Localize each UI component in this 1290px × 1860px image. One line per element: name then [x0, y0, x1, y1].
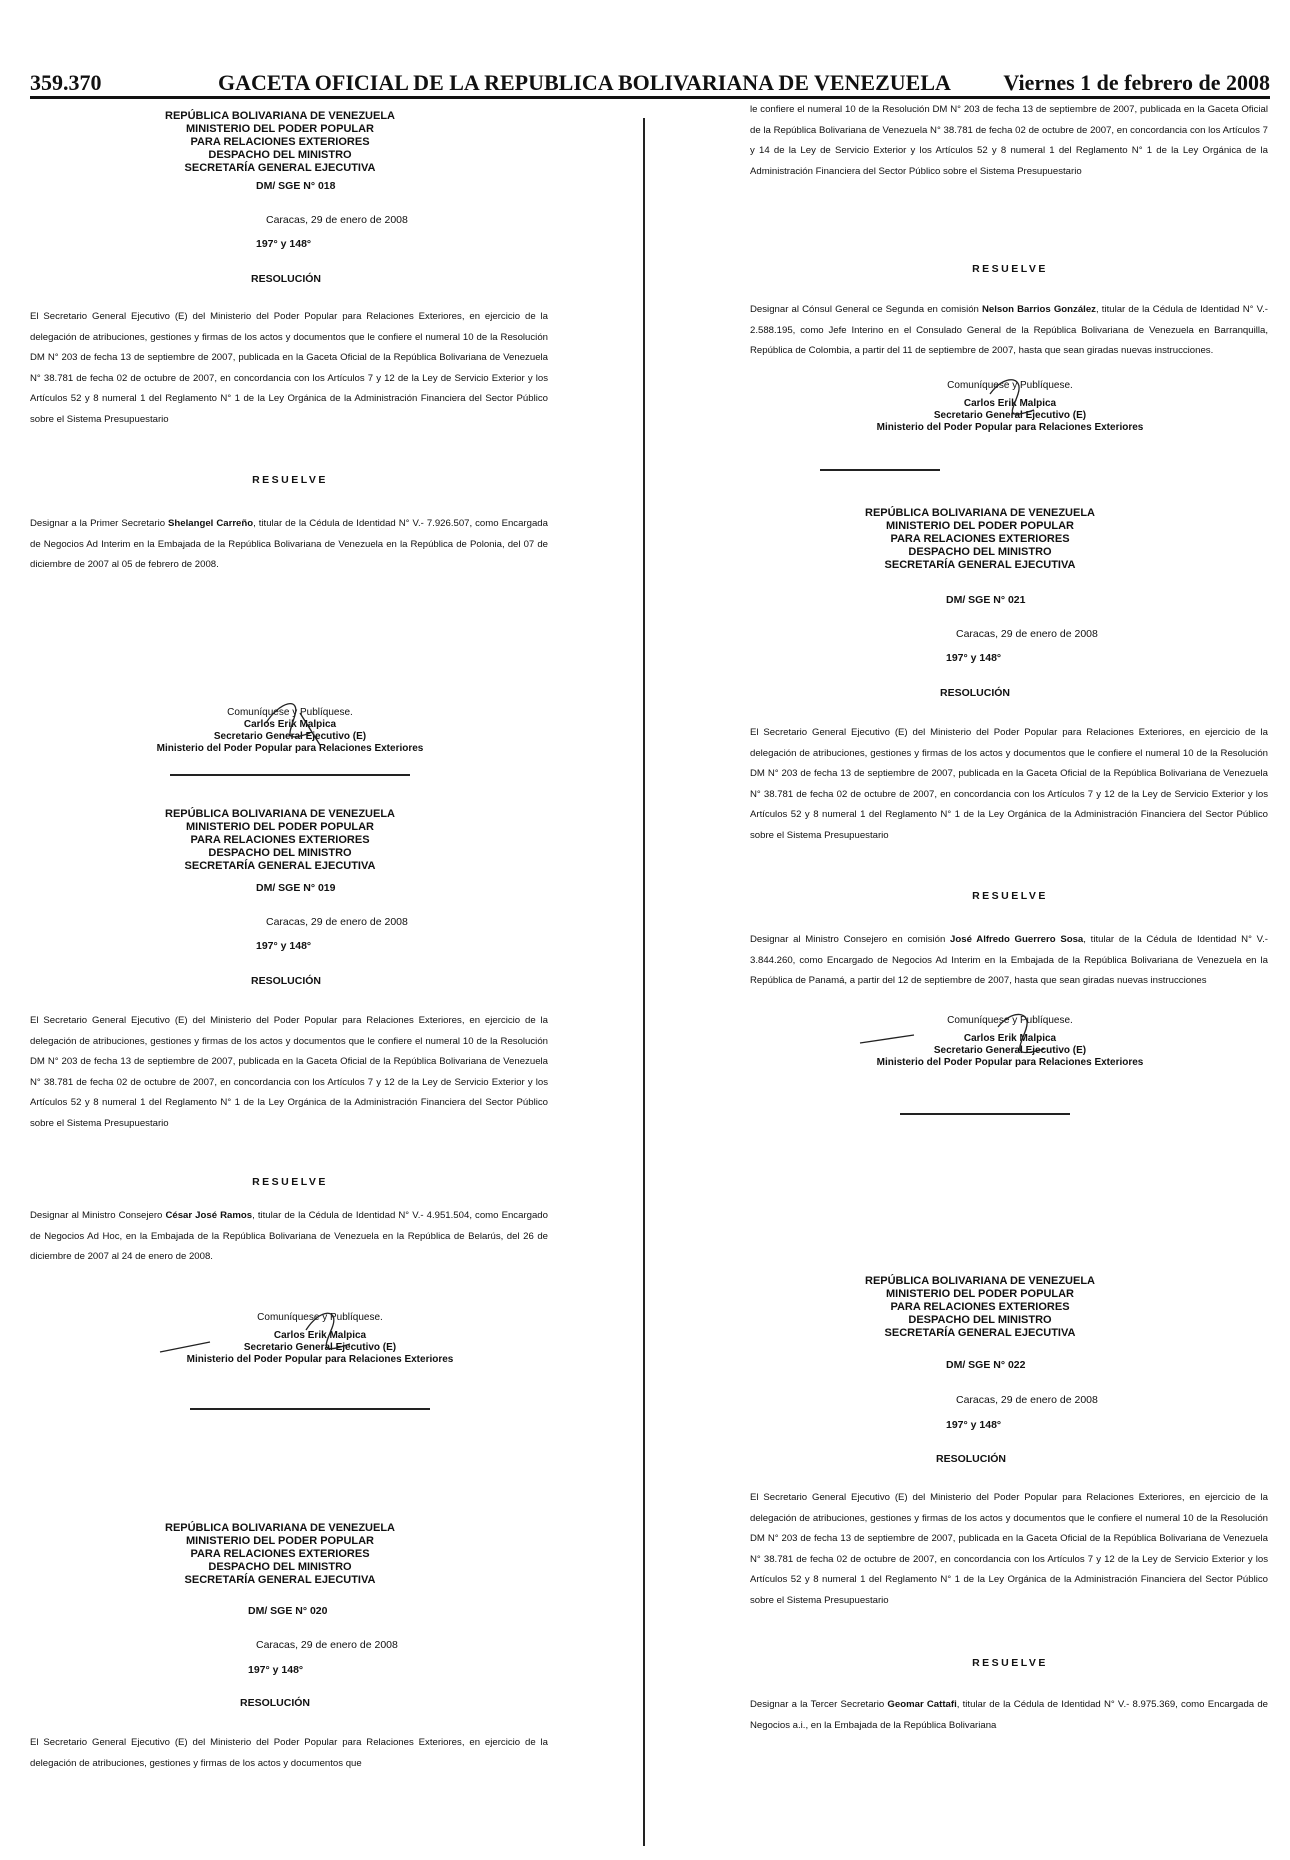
header-line: DESPACHO DEL MINISTRO — [208, 1561, 352, 1573]
resolution-number: DM/ SGE N° 018 — [256, 180, 336, 192]
designation-rest: , titular de la Cédula de Identidad N° V.- 3.844.260, como Encargado de Negocios Ad Interim en la Embajada de la República Bolivariana de Venezuela en la República de Panamá, a partir del 12 de septiembre de 2007, hasta que sean giradas nuevas instrucciones — [750, 934, 1269, 986]
signer-name: Carlos Erik Malpica — [963, 1033, 1057, 1044]
comuniquese: Comuníquese y Publíquese. — [257, 1312, 383, 1323]
signer-name: Carlos Erik Malpica — [273, 1330, 367, 1341]
handwritten-signature — [70, 693, 510, 753]
preamble: El Secretario General Ejecutivo (E) del Ministerio del Poder Popular para Relaciones Exteriores, en ejercicio de la delegación de atribuciones, gestiones y firmas de los actos y documentos que le confiere el numeral 10 de la Resolución DM N° 203 de fecha 13 de septiembre de 2007, publicada en la Gaceta Oficial de la República Bolivariana de Venezuela N° 38.781 de fecha 02 de octubre de 2007, en concordancia con los Artículos 7 y 12 de la Ley de Servicio Exterior y los Artículos 52 y 8 numeral 1 del Reglamento N° 1 de la Ley Orgánica de la Administración Financiera del Sector Público sobre el Sistema Presupuestario — [750, 1492, 1268, 1606]
resolution-022 — [750, 1275, 1270, 1731]
header-line: REPÚBLICA BOLIVARIANA DE VENEZUELA — [165, 808, 395, 820]
signer-name: Carlos Erik Malpica — [243, 719, 337, 730]
resuelve-heading: RESUELVE — [972, 263, 1048, 275]
masthead-rule — [30, 96, 1270, 99]
designation — [750, 930, 1268, 992]
preamble-continuation: le confiere el numeral 10 de la Resolución DM N° 203 de fecha 13 de septiembre de 2007, publicada en la Gaceta Oficial de la República Bolivariana de Venezuela N° 38.781 de fecha 02 de octubre de 2007, en concordancia con los Artículos 7 y 14 de la Ley de Servicio Exterior y los Artículos 52 y 8 numeral 1 del Reglamento N° 1 de la Ley Orgánica de la Administración Financiera del Sector Público sobre el Sistema Presupuestario — [750, 104, 1268, 177]
header-line: PARA RELACIONES EXTERIORES — [890, 1301, 1070, 1313]
header-line: PARA RELACIONES EXTERIORES — [890, 533, 1070, 545]
place-date: Caracas, 29 de enero de 2008 — [266, 214, 408, 226]
resolution-number: DM/ SGE N° 020 — [248, 1605, 328, 1617]
section-separator — [170, 774, 410, 776]
place-date: Caracas, 29 de enero de 2008 — [956, 1394, 1098, 1406]
header-line: PARA RELACIONES EXTERIORES — [190, 136, 370, 148]
issue-date: Viernes 1 de febrero de 2008 — [1003, 70, 1270, 95]
designation-rest: , titular de la Cédula de Identidad N° V.- 2.588.195, como Jefe Interino en el Consulado General de la República Bolivariana de Venezuela en Barranquilla, República de Colombia, a partir del 11 de septiembre de 2007, hasta que sean giradas nuevas instrucciones. — [750, 304, 1268, 356]
signer-name: Carlos Erik Malpica — [963, 398, 1057, 409]
institution-header — [830, 507, 1130, 572]
signature-block — [70, 707, 510, 755]
header-line: SECRETARÍA GENERAL EJECUTIVA — [884, 1327, 1076, 1339]
header-line: DESPACHO DEL MINISTRO — [208, 847, 352, 859]
gazette-title: GACETA OFICIAL DE LA REPUBLICA BOLIVARIANA DE VENEZUELA — [218, 70, 951, 95]
header-line: DESPACHO DEL MINISTRO — [908, 546, 1052, 558]
signature-block — [100, 1312, 540, 1366]
section-separator — [820, 469, 940, 471]
signer-office: Ministerio del Poder Popular para Relaciones Exteriores — [876, 422, 1144, 433]
signature-block — [790, 380, 1230, 434]
designee-name: José Alfredo Guerrero Sosa — [950, 934, 1084, 945]
header-line: DESPACHO DEL MINISTRO — [208, 149, 352, 161]
years: 197° y 148° — [256, 940, 312, 952]
header-line: SECRETARÍA GENERAL EJECUTIVA — [184, 1574, 376, 1586]
resolution-title: RESOLUCIÓN — [936, 1453, 1007, 1465]
header-line: PARA RELACIONES EXTERIORES — [190, 834, 370, 846]
header-line: MINISTERIO DEL PODER POPULAR — [185, 821, 375, 833]
designation-rest: , titular de la Cédula de Identidad N° V.- 8.975.369, como Encargada de Negocios a.i., en la Embajada de la República Bolivariana — [750, 1699, 1268, 1731]
resolution-title: RESOLUCIÓN — [240, 1697, 311, 1709]
signer-office: Ministerio del Poder Popular para Relaciones Exteriores — [186, 1354, 454, 1365]
institution-header — [130, 1522, 430, 1587]
header-line: MINISTERIO DEL PODER POPULAR — [885, 520, 1075, 532]
years: 197° y 148° — [248, 1664, 304, 1676]
section-separator — [900, 1113, 1070, 1115]
designation — [750, 1695, 1268, 1736]
resolution-019 — [30, 808, 550, 1365]
preamble: El Secretario General Ejecutivo (E) del Ministerio del Poder Popular para Relaciones Exteriores, en ejercicio de la delegación de atribuciones, gestiones y firmas de los actos y documentos que le confiere el numeral 10 de la Resolución DM N° 203 de fecha 13 de septiembre de 2007, publicada en la Gaceta Oficial de la República Bolivariana de Venezuela N° 38.781 de fecha 02 de octubre de 2007, en concordancia con los Artículos 7 y 12 de la Ley de Servicio Exterior y los Artículos 52 y 8 numeral 1 del Reglamento N° 1 de la Ley Orgánica de la Administración Financiera del Sector Público sobre el Sistema Presupuestario — [30, 311, 548, 425]
place-date: Caracas, 29 de enero de 2008 — [256, 1639, 398, 1651]
designation-rest: , titular de la Cédula de Identidad N° V.- 7.926.507, como Encargada de Negocios Ad Interim en la Embajada de la República Bolivariana de Venezuela en la República de Polonia, del 07 de diciembre de 2007 al 05 de febrero de 2008. — [30, 518, 548, 570]
resuelve-heading: RESUELVE — [252, 1176, 328, 1188]
resolution-number: DM/ SGE N° 021 — [946, 594, 1026, 606]
designation — [30, 514, 548, 576]
header-line: MINISTERIO DEL PODER POPULAR — [885, 1288, 1075, 1300]
years: 197° y 148° — [946, 1419, 1002, 1431]
header-line: MINISTERIO DEL PODER POPULAR — [185, 123, 375, 135]
designee-name: Nelson Barrios González — [982, 304, 1096, 315]
resuelve-heading: RESUELVE — [252, 474, 328, 486]
comuniquese: Comuníquese y Publíquese. — [947, 1015, 1073, 1026]
preamble: El Secretario General Ejecutivo (E) del Ministerio del Poder Popular para Relaciones Exteriores, en ejercicio de la delegación de atribuciones, gestiones y firmas de los actos y documentos que le confiere el numeral 10 de la Resolución DM N° 203 de fecha 13 de septiembre de 2007, publicada en la Gaceta Oficial de la República Bolivariana de Venezuela N° 38.781 de fecha 02 de octubre de 2007, en concordancia con los Artículos 7 y 12 de la Ley de Servicio Exterior y los Artículos 52 y 8 numeral 1 del Reglamento N° 1 de la Ley Orgánica de la Administración Financiera del Sector Público sobre el Sistema Presupuestario — [750, 727, 1268, 841]
header-line: SECRETARÍA GENERAL EJECUTIVA — [884, 559, 1076, 571]
signer-title: Secretario General Ejecutivo (E) — [933, 410, 1087, 421]
resolution-020 — [30, 1522, 550, 1769]
resolution-number: DM/ SGE N° 019 — [256, 882, 336, 894]
header-line: REPÚBLICA BOLIVARIANA DE VENEZUELA — [865, 1275, 1095, 1287]
signer-office: Ministerio del Poder Popular para Relaciones Exteriores — [156, 743, 424, 754]
designation-lead: Designar al Ministro Consejero en comisión — [750, 934, 951, 945]
designation — [30, 1206, 548, 1268]
signer-title: Secretario General Ejecutivo (E) — [213, 731, 367, 742]
header-line: DESPACHO DEL MINISTRO — [908, 1314, 1052, 1326]
handwritten-signature — [790, 1005, 1230, 1065]
resuelve-heading: RESUELVE — [972, 1657, 1048, 1669]
handwritten-signature — [100, 1302, 540, 1362]
comuniquese: Comuníquese y Publíquese. — [227, 707, 353, 718]
preamble-partial: El Secretario General Ejecutivo (E) del Ministerio del Poder Popular para Relaciones Exteriores, en ejercicio de la delegación de atribuciones, gestiones y firmas de los actos y documentos que — [30, 1737, 548, 1769]
designee-name: César José Ramos — [165, 1210, 253, 1221]
designation-lead: Designar a la Tercer Secretario — [750, 1699, 888, 1710]
resolution-title: RESOLUCIÓN — [251, 273, 322, 285]
designee-name: Shelangel Carreño — [168, 518, 254, 529]
header-line: SECRETARÍA GENERAL EJECUTIVA — [184, 860, 376, 872]
years: 197° y 148° — [256, 238, 312, 250]
designation — [750, 300, 1268, 362]
signature-block — [790, 1015, 1230, 1069]
signer-title: Secretario General Ejecutivo (E) — [933, 1045, 1087, 1056]
header-line: REPÚBLICA BOLIVARIANA DE VENEZUELA — [165, 110, 395, 122]
resolution-title: RESOLUCIÓN — [940, 687, 1011, 699]
signer-office: Ministerio del Poder Popular para Relaciones Exteriores — [876, 1057, 1144, 1068]
resolution-018 — [30, 110, 550, 754]
designation-lead: Designar al Ministro Consejero — [30, 1210, 166, 1221]
institution-header — [130, 808, 430, 873]
header-line: REPÚBLICA BOLIVARIANA DE VENEZUELA — [165, 1522, 395, 1534]
section-separator — [190, 1408, 430, 1410]
header-line: SECRETARÍA GENERAL EJECUTIVA — [184, 162, 376, 174]
page-number: 359.370 — [30, 70, 102, 95]
signer-title: Secretario General Ejecutivo (E) — [243, 1342, 397, 1353]
place-date: Caracas, 29 de enero de 2008 — [956, 628, 1098, 640]
designation-lead: Designar al Cónsul General ce Segunda en comisión — [750, 304, 982, 315]
column-divider — [643, 118, 645, 1846]
designee-name: Geomar Cattafi — [887, 1699, 957, 1710]
resolution-020-continued — [750, 100, 1270, 433]
header-line: PARA RELACIONES EXTERIORES — [190, 1548, 370, 1560]
masthead — [30, 70, 1270, 96]
header-line: MINISTERIO DEL PODER POPULAR — [185, 1535, 375, 1547]
years: 197° y 148° — [946, 652, 1002, 664]
preamble: El Secretario General Ejecutivo (E) del Ministerio del Poder Popular para Relaciones Exteriores, en ejercicio de la delegación de atribuciones, gestiones y firmas de los actos y documentos que le confiere el numeral 10 de la Resolución DM N° 203 de fecha 13 de septiembre de 2007, publicada en la Gaceta Oficial de la República Bolivariana de Venezuela N° 38.781 de fecha 02 de octubre de 2007, en concordancia con los Artículos 7 y 12 de la Ley de Servicio Exterior y los Artículos 52 y 8 numeral 1 del Reglamento N° 1 de la Ley Orgánica de la Administración Financiera del Sector Público sobre el Sistema Presupuestario — [30, 1015, 548, 1129]
designation-lead: Designar a la Primer Secretario — [30, 518, 169, 529]
header-line: REPÚBLICA BOLIVARIANA DE VENEZUELA — [865, 507, 1095, 519]
institution-header — [130, 110, 430, 175]
comuniquese: Comuníquese y Publíquese. — [947, 380, 1073, 391]
place-date: Caracas, 29 de enero de 2008 — [266, 916, 408, 928]
resolution-021 — [750, 507, 1270, 1068]
resolution-title: RESOLUCIÓN — [251, 975, 322, 987]
resolution-number: DM/ SGE N° 022 — [946, 1359, 1026, 1371]
handwritten-signature — [790, 370, 1230, 430]
resuelve-heading: RESUELVE — [972, 890, 1048, 902]
institution-header — [830, 1275, 1130, 1340]
designation-rest: , titular de la Cédula de Identidad N° V.- 4.951.504, como Encargado de Negocios Ad Hoc, en la Embajada de la República Bolivariana de Venezuela en la República de Belarús, del 26 de diciembre de 2007 al 24 de enero de 2008. — [30, 1210, 548, 1262]
